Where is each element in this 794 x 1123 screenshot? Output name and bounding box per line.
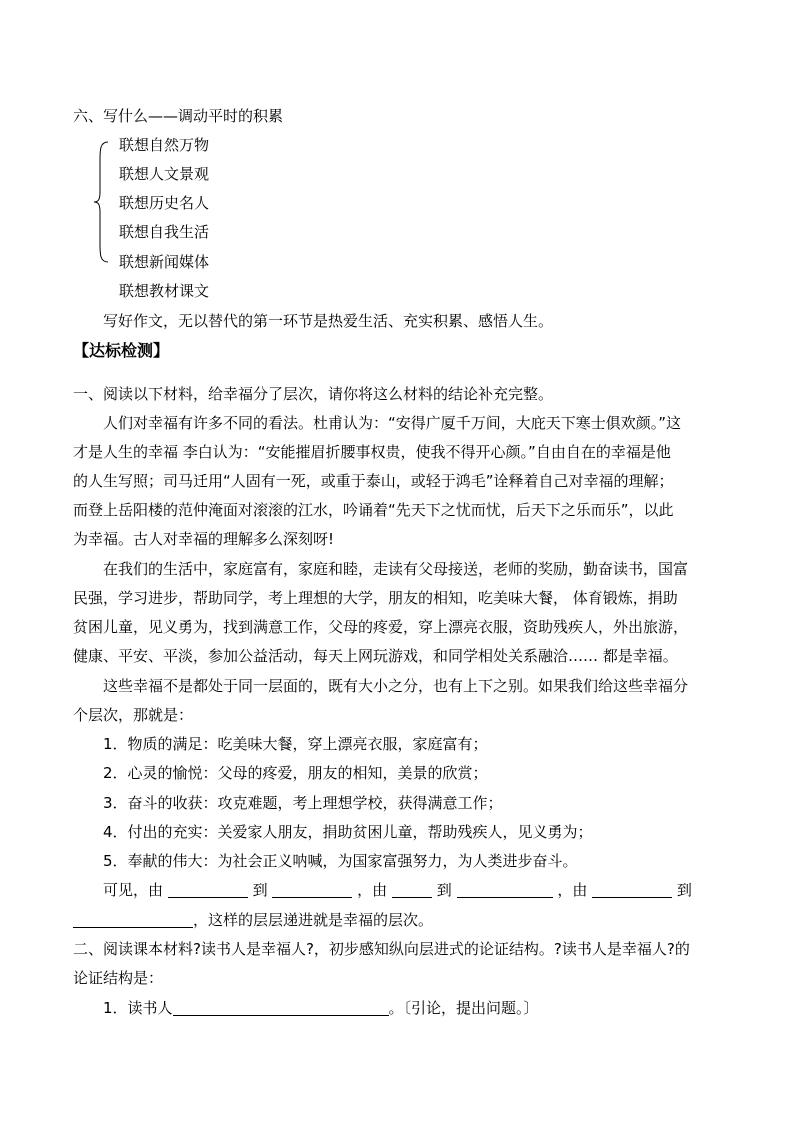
section-heading: 六、写什么——调动平时的积累 [73, 107, 284, 125]
item-tail: 。〔引论，提出问题。〕 [388, 999, 539, 1017]
fill-text: ，这样的层层递进就是幸福的层次。 [193, 911, 434, 929]
paragraph-line: 健康、平安、平淡，参加公益活动，每天上网玩游戏，和同学相处关系融洽…… 都是幸福。 [73, 647, 678, 665]
association-item: 联想人文景观 [119, 165, 210, 183]
paragraph-line: 人们对幸福有许多不同的看法。杜甫认为：“安得广厦千万间，大庇天下寒士俱欢颜。”这 [103, 414, 682, 432]
paragraph-line: 个层次，那就是： [73, 706, 194, 724]
structure-item [103, 998, 539, 1018]
answer-blank[interactable] [168, 881, 248, 898]
level-list-item: 1．物质的满足：吃美味大餐，穿上漂亮衣服，家庭富有； [103, 735, 488, 753]
question-2-stem: 二、阅读课本材料?读书人是幸福人?，初步感知纵向层进式的论证结构。?读书人是幸福人?的 [73, 940, 690, 958]
fill-text: ，由 [557, 881, 588, 899]
association-item: 联想新闻媒体 [119, 253, 210, 271]
answer-blank[interactable] [592, 881, 672, 898]
fill-text: 到 [676, 881, 692, 899]
curly-brace-icon [92, 140, 112, 264]
answer-blank[interactable] [272, 881, 352, 898]
fill-in-sentence-cont [73, 910, 433, 930]
level-list-item: 2．心灵的愉悦：父母的疼爱，朋友的相知，美景的欣赏； [103, 764, 488, 782]
level-list-item: 4．付出的充实：关爱家人朋友，捐助贫困儿童，帮助残疾人，见义勇为； [103, 823, 593, 841]
fill-text: ，由 [357, 881, 388, 899]
paragraph-line: 才是人生的幸福 李白认为：“安能摧眉折腰事权贵，使我不得开心颜。”自由自在的幸福是他 [73, 443, 671, 461]
paragraph-line: 而登上岳阳楼的范仲淹面对滚滚的江水，吟诵着“先天下之忧而忧，后天下之乐而乐”，以此 [73, 501, 674, 519]
answer-blank[interactable] [392, 881, 432, 898]
assessment-title: 【达标检测】 [73, 341, 170, 360]
fill-in-sentence [103, 880, 692, 900]
paragraph-line: 在我们的生活中，家庭富有，家庭和睦，走读有父母接送，老师的奖励，勤奋读书，国富 [103, 560, 689, 578]
paragraph-line: 这些幸福不是都处于同一层面的，既有大小之分，也有上下之别。如果我们给这些幸福分 [103, 677, 689, 695]
section-conclusion: 写好作文，无以替代的第一环节是热爱生活、充实积累、感悟人生。 [103, 312, 554, 330]
answer-blank[interactable] [173, 999, 389, 1016]
paragraph-line: 贫困儿童，见义勇为，找到满意工作，父母的疼爱，穿上漂亮衣服，资助残疾人，外出旅游， [73, 618, 689, 636]
level-list-item: 5．奉献的伟大：为社会正义呐喊，为国家富强努力，为人类进步奋斗。 [103, 852, 578, 870]
question-2-stem: 论证结构是： [73, 969, 164, 987]
paragraph-line: 的人生写照；司马迁用“人固有一死，或重于泰山，或轻于鸿毛”诠释着自己对幸福的理解； [73, 472, 674, 490]
fill-text: 可见，由 [103, 881, 164, 899]
answer-blank[interactable] [457, 881, 553, 898]
answer-blank[interactable] [73, 911, 193, 928]
association-item: 联想自然万物 [119, 136, 210, 154]
paragraph-line: 民强，学习进步，帮助同学，考上理想的大学，朋友的相知，吃美味大餐， 体育锻炼，捐助 [73, 589, 678, 607]
paragraph-line: 为幸福。古人对幸福的理解多么深刻呀! [73, 530, 335, 548]
association-item: 联想教材课文 [119, 282, 210, 300]
association-item: 联想自我生活 [119, 223, 210, 241]
item-label: 1．读书人 [103, 999, 173, 1017]
fill-text: 到 [252, 881, 268, 899]
association-item: 联想历史名人 [119, 194, 210, 212]
level-list-item: 3．奋斗的收获：攻克难题，考上理想学校，获得满意工作； [103, 794, 503, 812]
question-1-stem: 一、阅读以下材料，给幸福分了层次，请你将这么材料的结论补充完整。 [73, 385, 554, 403]
fill-text: 到 [436, 881, 452, 899]
